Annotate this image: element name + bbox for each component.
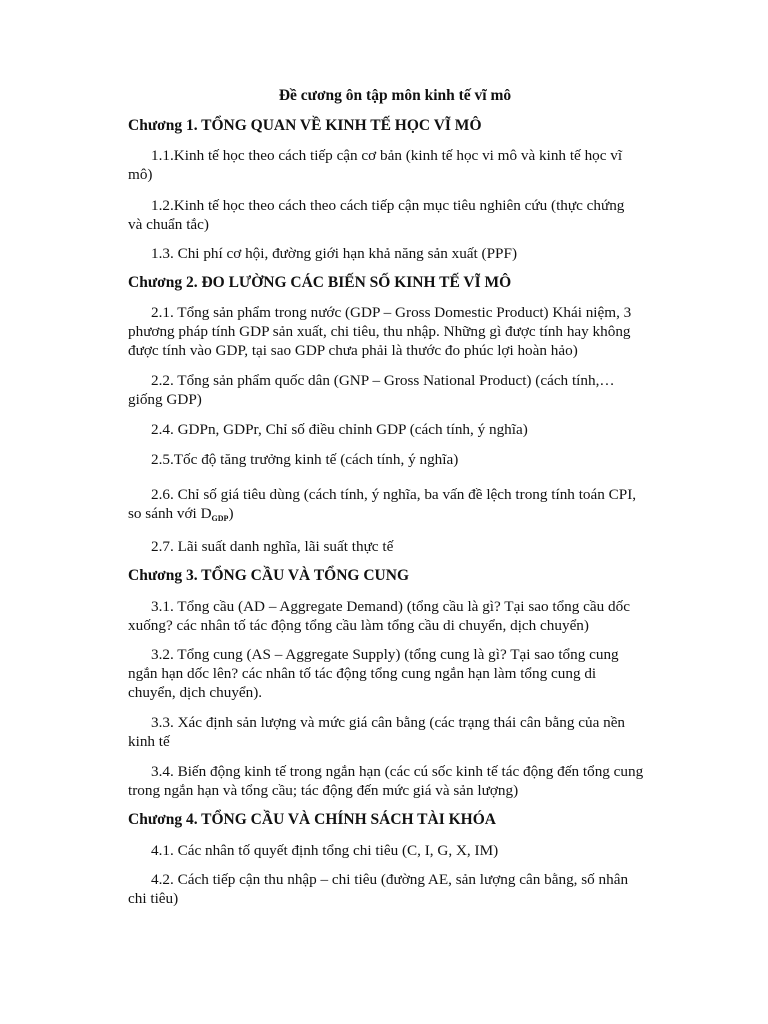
- item-1-1-line-2: mô): [128, 166, 153, 183]
- item-1-3: [128, 244, 693, 263]
- item-2-7-line-1: 2.7. Lãi suất danh nghĩa, lãi suất thực tế: [151, 538, 394, 555]
- item-2-1-line-1: 2.1. Tổng sản phẩm trong nước (GDP – Gross Domestic Product) Khái niệm, 3: [151, 304, 632, 321]
- item-4-1-line-1: 4.1. Các nhân tố quyết định tổng chi tiêu (C, I, G, X, IM): [151, 842, 499, 859]
- chapter-2-heading: Chương 2. ĐO LƯỜNG CÁC BIẾN SỐ KINH TẾ VĨ MÔ: [128, 274, 512, 291]
- item-1-1-line-1: 1.1.Kinh tế học theo cách tiếp cận cơ bản (kinh tế học vi mô và kinh tế học vĩ: [151, 147, 623, 164]
- chapter-3-heading: Chương 3. TỔNG CẦU VÀ TỔNG CUNG: [128, 567, 409, 584]
- item-2-6: [128, 485, 693, 523]
- item-3-2: [128, 645, 693, 702]
- item-3-4-line-2: trong ngắn hạn và tổng cầu; tác động đến mức giá và sản lượng): [128, 782, 519, 799]
- item-1-2: [128, 196, 693, 234]
- item-2-1-line-2: phương pháp tính GDP sản xuất, chi tiêu, thu nhập. Những gì được tính hay không: [128, 323, 631, 340]
- item-3-3-line-1: 3.3. Xác định sản lượng và mức giá cân bằng (các trạng thái cân bằng của nền: [151, 714, 626, 731]
- item-4-2-line-2: chi tiêu): [128, 890, 179, 907]
- document-title: Đề cương ôn tập môn kinh tế vĩ mô: [278, 87, 512, 104]
- item-2-5: [128, 450, 693, 469]
- gdp-subscript: GDP: [211, 514, 229, 523]
- item-3-3-line-2: kinh tế: [128, 733, 170, 750]
- item-4-1: [128, 841, 693, 860]
- item-4-2: [128, 870, 693, 908]
- item-2-6-line-2-tail: ): [228, 505, 234, 522]
- item-3-1: [128, 597, 693, 635]
- item-3-2-line-2: ngắn hạn dốc lên? các nhân tố tác động tổng cung ngắn hạn làm tổng cung di: [128, 665, 597, 682]
- item-2-2-line-2: giống GDP): [128, 391, 202, 408]
- item-1-2-line-1: 1.2.Kinh tế học theo cách theo cách tiếp cận mục tiêu nghiên cứu (thực chứng: [151, 197, 625, 214]
- item-1-3-line-1: 1.3. Chi phí cơ hội, đường giới hạn khả năng sản xuất (PPF): [151, 245, 518, 262]
- chapter-4-heading: Chương 4. TỔNG CẦU VÀ CHÍNH SÁCH TÀI KHÓA: [128, 811, 496, 828]
- item-2-2-line-1: 2.2. Tổng sản phẩm quốc dân (GNP – Gross National Product) (cách tính,…: [151, 372, 615, 389]
- item-2-4-line-1: 2.4. GDPn, GDPr, Chỉ số điều chỉnh GDP (cách tính, ý nghĩa): [151, 421, 528, 438]
- item-3-1-line-1: 3.1. Tổng cầu (AD – Aggregate Demand) (tổng cầu là gì? Tại sao tổng cầu dốc: [151, 598, 630, 615]
- item-1-1: [128, 146, 693, 184]
- item-3-4: [128, 762, 693, 800]
- item-2-6-line-2: [128, 504, 693, 523]
- chapter-1-heading: Chương 1. TỔNG QUAN VỀ KINH TẾ HỌC VĨ MÔ: [128, 117, 482, 134]
- item-2-4: [128, 420, 693, 439]
- item-2-5-line-1: 2.5.Tốc độ tăng trưởng kinh tế (cách tính, ý nghĩa): [151, 451, 459, 468]
- item-2-7: [128, 537, 693, 556]
- item-3-2-line-3: chuyển, dịch chuyển).: [128, 684, 263, 701]
- item-3-2-line-1: 3.2. Tổng cung (AS – Aggregate Supply) (tổng cung là gì? Tại sao tổng cung: [151, 646, 619, 663]
- item-3-1-line-2: xuống? các nhân tố tác động tổng cầu làm tổng cầu di chuyển, dịch chuyển): [128, 617, 589, 634]
- item-3-4-line-1: 3.4. Biến động kinh tế trong ngắn hạn (các cú sốc kinh tế tác động đến tổng cung: [151, 763, 644, 780]
- item-2-6-line-2-text: so sánh với D: [128, 505, 212, 522]
- item-2-6-line-1: 2.6. Chỉ số giá tiêu dùng (cách tính, ý nghĩa, ba vấn đề lệch trong tính toán CPI,: [151, 486, 637, 503]
- item-4-2-line-1: 4.2. Cách tiếp cận thu nhập – chi tiêu (đường AE, sản lượng cân bằng, số nhân: [151, 871, 629, 888]
- item-2-2: [128, 371, 693, 409]
- item-2-1-line-3: được tính vào GDP, tại sao GDP chưa phải là thước đo phúc lợi hoàn hảo): [128, 342, 578, 359]
- item-3-3: [128, 713, 693, 751]
- item-1-2-line-2: và chuẩn tắc): [128, 216, 209, 233]
- item-2-1: [128, 303, 693, 360]
